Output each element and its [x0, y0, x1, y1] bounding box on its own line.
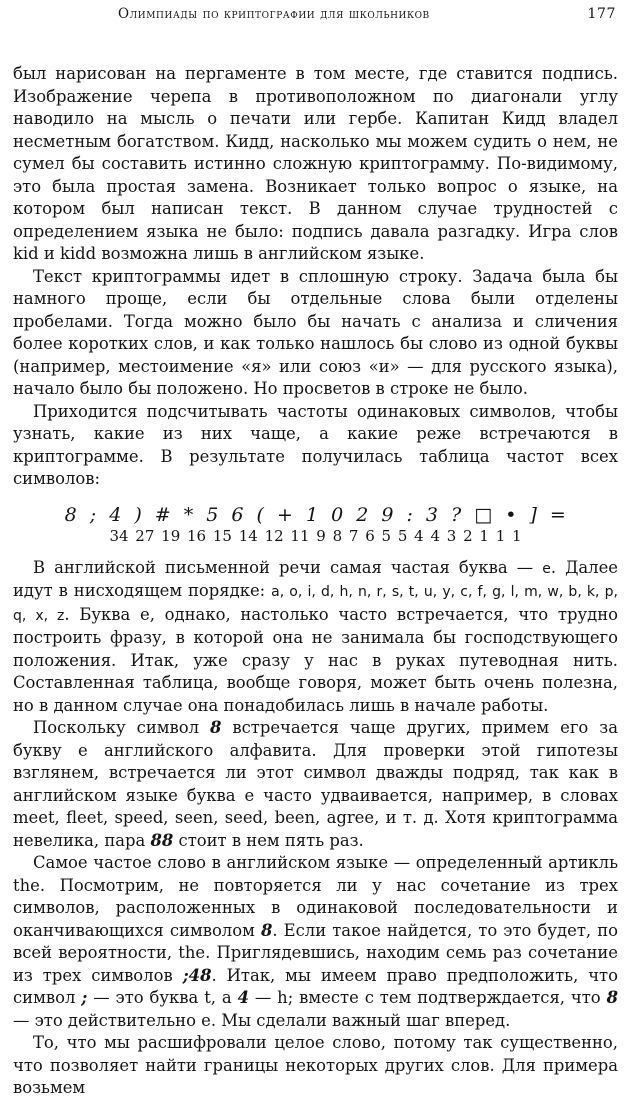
paragraph-6-text-a: Самое частое слово в английском языке — определенный артикль the. Посмотрим, не повторяется ли у нас сочетание из трех символов, расположенных в одинаковой последовательности и оканчивающихся символом [13, 853, 618, 940]
paragraph-5-text-c: стоит в нем пять раз. [173, 830, 364, 850]
paragraph-6-text-b: . Если такое найдется, то это будет, по всей вероятности, the. Приглядевшись, находим семь раз сочетание из трех символов [13, 920, 618, 985]
paragraph-2: Текст криптограммы идет в сплошную строку. Задача была бы намного проще, если бы отдельные слова были отделены пробелами. Тогда можно было бы начать с анализа и сличения более коротких слов, и как только нашлось бы слово из одной буквы (например, местоимение «я» или союз «и» — для русского языка), начало было бы положено. Но просветов в строке не было. [13, 266, 618, 398]
paragraph-4-tail: . Буква e, однако, настолько часто встречается, что трудно построить фразу, в которой она не занимала бы господствующего положения. Итак, уже сразу у нас в руках путеводная нить. Составленная таблица, вообще говоря, может быть очень полезна, но в данном случае она понадобилась лишь в начале работы. [13, 604, 618, 715]
cipher-symbol: 88 [150, 830, 174, 850]
cipher-symbol: 8 [260, 920, 273, 940]
cipher-symbol: 8 [606, 988, 618, 1007]
frequency-symbols-row: 8 ; 4 ) # * 5 6 ( + 1 0 2 9 : 3 ? □ • ] = [64, 503, 567, 526]
paragraph-4-mid: . Далее идут в нисходящем порядке: [13, 557, 618, 600]
paragraph-5-text-a: Поскольку символ [33, 718, 210, 737]
paragraph-7: То, что мы расшифровали целое слово, потому так существенно, что позволяет найти границы некоторых других слов. Для примера возьмем [13, 1033, 618, 1097]
paragraph-5 [13, 717, 618, 852]
paragraph-4-lead: В английской письменной речи самая частая буква — [33, 557, 543, 577]
book-page [13, 6, 618, 1100]
paragraph-3: Приходится подсчитывать частоты одинаковых символов, чтобы узнать, какие из них чаще, а какие реже встречаются в криптограмме. В результате получилась таблица частот всех символов: [13, 401, 618, 488]
letter-e: e [542, 560, 551, 577]
frequency-table [13, 503, 618, 545]
cipher-symbol: ;48 [182, 965, 212, 985]
page-number: 177 [587, 6, 616, 22]
paragraph-1: был нарисован на пергаменте в том месте, где ставится подпись. Изображение черепа в противоположном по диагонали углу наводило на мысль о печати или гербе. Капитан Кидд владел несметным богатством. Кидд, насколько мы можем судить о нем, не сумел бы составить истинно сложную криптограмму. По-видимому, это была простая замена. Возникает только вопрос о языке, на котором был написан текст. В данном случае трудностей с определением языка не было: подпись давала разгадку. Игра слов kid и kidd возможна лишь в английском языке. [13, 64, 618, 263]
body-text [13, 63, 618, 1100]
paragraph-6-text-c: . Итак, мы имеем право предположить, что символ [13, 965, 618, 1007]
running-header [13, 6, 618, 28]
paragraph-5-text-b: встречается чаще других, примем его за букву e английского алфавита. Для проверки этой гипотезы взглянем, встречается ли этот символ дважды подряд, так как в английском языке буква e часто удваивается, например, в словах meet, fleet, speed, seen, seed, been, agree, и т. д. Хотя криптограмма невелика, пара [13, 718, 618, 850]
running-title: Олимпиады по криптографии для школьников [118, 6, 430, 22]
frequency-counts-row: 34 27 19 16 15 14 12 11 9 8 7 6 5 5 4 4 3 2 1 1 1 [109, 526, 522, 545]
paragraph-6 [13, 852, 618, 1032]
cipher-symbol: 8 [210, 718, 222, 737]
cipher-symbol: 4 [237, 988, 249, 1007]
paragraph-4 [13, 557, 618, 718]
paragraph-6-text-e: — h; вместе с тем подтверждается, что [248, 988, 607, 1007]
paragraph-6-text-d: — это буква t, а [87, 988, 238, 1007]
cipher-symbol: ; [81, 988, 88, 1007]
paragraph-6-text-f: — это действительно e. Мы сделали важный шаг вперед. [13, 1010, 511, 1030]
letter-frequency-order: a, o, i, d, h, n, r, s, t, u, y, c, f, g, l, m, w, b, k, p, q, x, z [13, 584, 618, 624]
